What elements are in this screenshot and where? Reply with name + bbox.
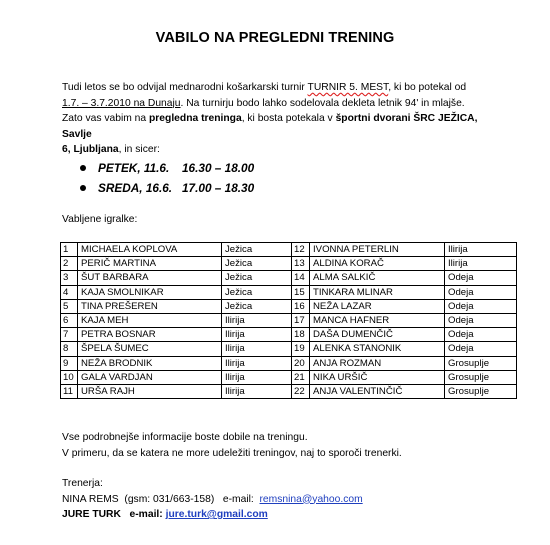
players-table [60,242,517,399]
player-name: KAJA SMOLNIKAR [78,285,222,299]
player-number: 14 [292,271,310,285]
coach-name: JURE TURK [62,509,121,520]
player-club: Ilirija [445,243,517,257]
table-row [61,342,517,356]
player-name: MANCA HAFNER [310,313,445,327]
player-name: PERIČ MARTINA [78,257,222,271]
player-club: Odeja [445,299,517,313]
player-number: 18 [292,328,310,342]
invited-label: Vabljene igralke: [62,214,138,225]
player-name: MICHAELA KOPLOVA [78,243,222,257]
player-number: 10 [61,370,78,384]
player-number: 13 [292,257,310,271]
email-label: e-mail: [129,509,163,520]
intro-text: Zato vas vabim na [62,113,149,124]
table-row [61,271,517,285]
coach-1 [62,492,363,508]
player-name: DAŠA DUMENČIČ [310,328,445,342]
player-club: Ilirija [445,257,517,271]
table-row [61,370,517,384]
player-name: ALDINA KORAČ [310,257,445,271]
player-name: IVONNA PETERLIN [310,243,445,257]
player-number: 5 [61,299,78,313]
player-club: Ježica [222,257,292,271]
intro-text: , ki bo potekal od [388,82,467,93]
player-club: Grosuplje [445,384,517,398]
tournament-name: TURNIR 5. MEST [307,82,389,93]
player-club: Grosuplje [445,356,517,370]
intro-text: . Na turnirju bodo lahko sodelovala dekleta letnik 94' in mlajše. [180,97,465,109]
document-title: VABILO NA PREGLEDNI TRENING [155,30,395,46]
player-name: NEŽA LAZAR [310,299,445,313]
player-number: 16 [292,299,310,313]
intro-paragraph [62,80,502,158]
table-row [61,384,517,398]
player-name: ŠPELA ŠUMEC [78,342,222,356]
intro-text: , ki bosta potekala v [241,113,336,124]
schedule-time: 16.30 – 18.00 [182,161,255,175]
player-number: 17 [292,313,310,327]
venue: športni dvorani ŠRC JEŽICA, Savlje [62,113,478,140]
player-number: 7 [61,328,78,342]
player-number: 1 [61,243,78,257]
table-row [61,313,517,327]
intro-text: , in sicer: [118,144,160,155]
table-row [61,243,517,257]
player-number: 15 [292,285,310,299]
player-club: Ilirija [222,313,292,327]
player-club: Odeja [445,271,517,285]
coach-2 [62,507,363,523]
player-club: Ilirija [222,384,292,398]
player-number: 19 [292,342,310,356]
player-number: 6 [61,313,78,327]
player-club: Ilirija [222,356,292,370]
player-number: 21 [292,370,310,384]
player-number: 9 [61,356,78,370]
player-name: URŠA RAJH [78,384,222,398]
player-number: 2 [61,257,78,271]
coaches-block [62,476,363,523]
intro-text: Tudi letos se bo odvijal mednarodni košarkarski turnir [62,82,308,93]
player-name: KAJA MEH [78,313,222,327]
player-number: 22 [292,384,310,398]
player-club: Ježica [222,271,292,285]
player-club: Odeja [445,328,517,342]
coaches-label: Trenerja: [62,478,103,489]
table-row [61,257,517,271]
schedule-day: SREDA, 16.6. [98,181,173,195]
table-row [61,285,517,299]
player-name: ALENKA STANONIK [310,342,445,356]
player-club: Ježica [222,299,292,313]
table-row [61,299,517,313]
player-club: Ježica [222,285,292,299]
player-name: NIKA URŠIČ [310,370,445,384]
player-number: 4 [61,285,78,299]
player-number: 11 [61,384,78,398]
player-club: Ilirija [222,328,292,342]
player-club: Odeja [445,313,517,327]
player-club: Odeja [445,342,517,356]
player-number: 12 [292,243,310,257]
schedule-time: 17.00 – 18.30 [182,181,255,195]
player-number: 8 [61,342,78,356]
player-name: TINKARA MLINAR [310,285,445,299]
info-line: Vse podrobnejše informacije boste dobile na treningu. [62,432,308,443]
player-name: NEŽA BRODNIK [78,356,222,370]
player-name: ALMA SALKIČ [310,271,445,285]
venue-city: 6, Ljubljana [62,144,119,155]
player-club: Ilirija [222,370,292,384]
schedule-item [80,158,254,178]
player-number: 3 [61,271,78,285]
player-number: 20 [292,356,310,370]
player-name: TINA PREŠEREN [78,299,222,313]
training-type: pregledna treninga [149,113,242,124]
player-club: Grosuplje [445,370,517,384]
player-name: GALA VARDJAN [78,370,222,384]
info-line: V primeru, da se katera ne more udeležiti treningov, naj to sporoči trenerki. [62,447,402,459]
player-club: Ježica [222,243,292,257]
coach-name: NINA REMS [62,493,119,505]
schedule-list [80,158,254,198]
player-club: Ilirija [222,342,292,356]
footer-info [62,430,402,461]
coach-email-link[interactable]: remsnina@yahoo.com [259,493,363,505]
player-name: ANJA VALENTINČIČ [310,384,445,398]
schedule-item [80,178,254,198]
coach-phone: (gsm: 031/663-158) [124,493,215,505]
player-name: ANJA ROZMAN [310,356,445,370]
tournament-dates: 1.7. – 3.7.2010 na Dunaju [62,97,181,109]
player-name: PETRA BOSNAR [78,328,222,342]
coach-email-link[interactable]: jure.turk@gmail.com [165,509,268,520]
player-name: ŠUT BARBARA [78,271,222,285]
bullet-icon [80,185,86,191]
email-label: e-mail: [222,493,254,505]
player-club: Odeja [445,285,517,299]
bullet-icon [80,165,86,171]
table-row [61,356,517,370]
schedule-day: PETEK, 11.6. [98,161,170,175]
table-row [61,328,517,342]
